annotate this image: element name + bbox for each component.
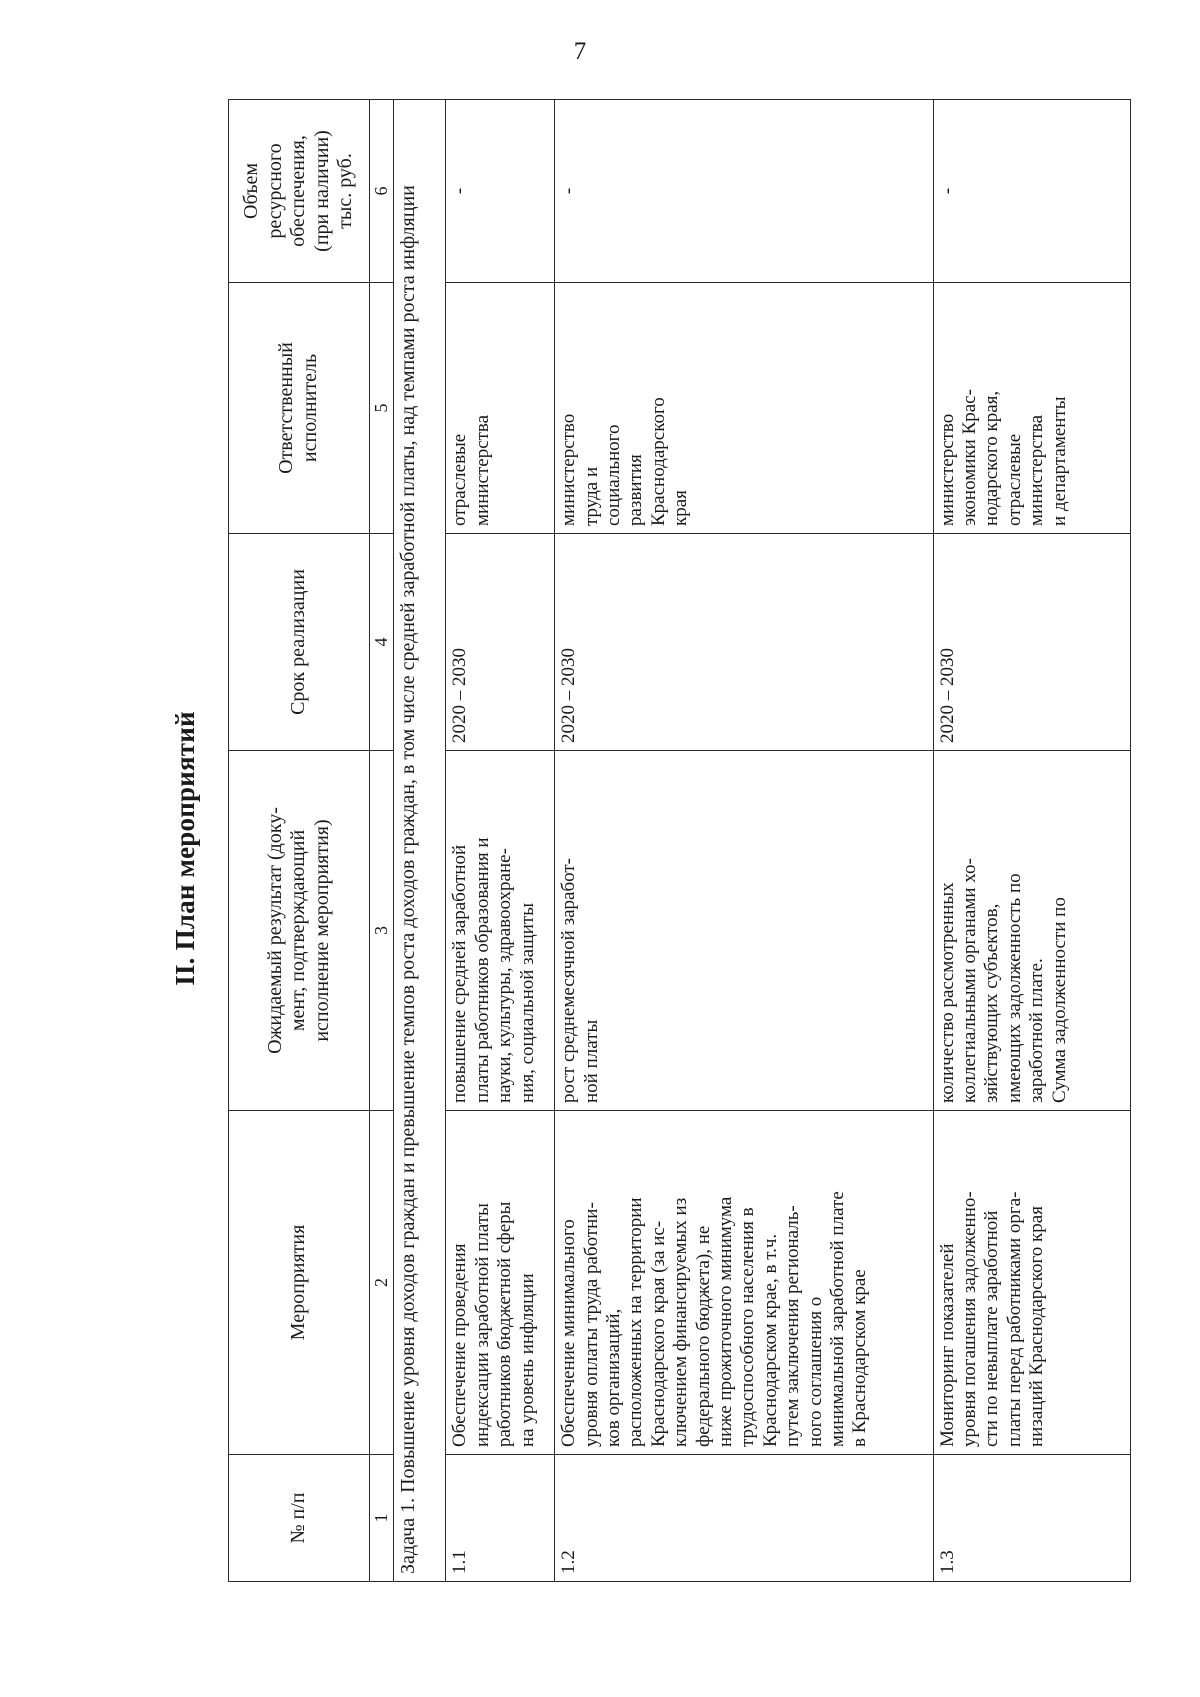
row-funding: -	[555, 100, 934, 283]
row-measure: Обеспечение минимального уровня оплаты труда работни- ков организаций, расположенных на территории Краснодарского края (за ис- ключением финансируемых из федерального бюджета), не ниже прожиточного минимума трудоспособного населения в Краснодарском крае, в т.ч. путем заключения региональ- ного соглашения о минимальной заработной плате в Краснодарском крае	[555, 1111, 934, 1455]
table-row	[555, 100, 934, 1582]
table-row	[933, 100, 1130, 1582]
column-number: 3	[369, 751, 393, 1111]
row-executor: отраслевые министерства	[446, 283, 555, 534]
task-row	[394, 100, 446, 1582]
column-number: 6	[369, 100, 393, 283]
column-number: 1	[369, 1455, 393, 1582]
table-row	[446, 100, 555, 1582]
row-term: 2020 – 2030	[446, 534, 555, 751]
row-result: повышение средней заработной платы работников образования и науки, культуры, здравоохране- ния, социальной защиты	[446, 751, 555, 1111]
row-term: 2020 – 2030	[933, 534, 1130, 751]
header-number: № п/п	[229, 1455, 370, 1582]
row-funding: -	[933, 100, 1130, 283]
row-executor: министерство труда и социального развития Краснодарского края	[555, 283, 934, 534]
header-executor: Ответственный исполнитель	[229, 283, 370, 534]
row-term: 2020 – 2030	[555, 534, 934, 751]
column-number: 5	[369, 283, 393, 534]
row-number: 1.1	[446, 1455, 555, 1582]
header-expected-result: Ожидаемый результат (доку- мент, подтверждающий исполнение мероприятия)	[229, 751, 370, 1111]
page-title: II. План мероприятий	[170, 711, 200, 986]
row-funding: -	[446, 100, 555, 283]
row-result: рост среднемесячной заработ- ной платы	[555, 751, 934, 1111]
page-number: 7	[573, 38, 587, 65]
header-funding: Объем ресурсного обеспечения, (при наличии) тыс. руб.	[229, 100, 370, 283]
row-number: 1.2	[555, 1455, 934, 1582]
row-number: 1.3	[933, 1455, 1130, 1582]
row-executor: министерство экономики Крас- нодарского края, отраслевые министерства и департаменты	[933, 283, 1130, 534]
plan-table	[228, 99, 1131, 1582]
column-number: 4	[369, 534, 393, 751]
row-result: количество рассмотренных коллегиальными органами хо- зяйствующих субъектов, имеющих задолженность по заработной плате. Сумма задолженности по	[933, 751, 1130, 1111]
header-term: Срок реализации	[229, 534, 370, 751]
column-number-row	[369, 100, 393, 1582]
task-1-heading: Задача 1. Повышение уровня доходов граждан и превышение темпов роста доходов граждан, в том числе средней заработной платы, над темпами роста инфляции	[394, 100, 446, 1582]
row-measure: Обеспечение проведения индексации заработной платы работников бюджетной сферы на уровень инфляции	[446, 1111, 555, 1455]
table-header-row	[229, 100, 370, 1582]
header-measures: Мероприятия	[229, 1111, 370, 1455]
row-measure: Мониторинг показателей уровня погашения задолженно- сти по невыплате заработной платы перед работниками орга- низаций Краснодарского края	[933, 1111, 1130, 1455]
column-number: 2	[369, 1111, 393, 1455]
